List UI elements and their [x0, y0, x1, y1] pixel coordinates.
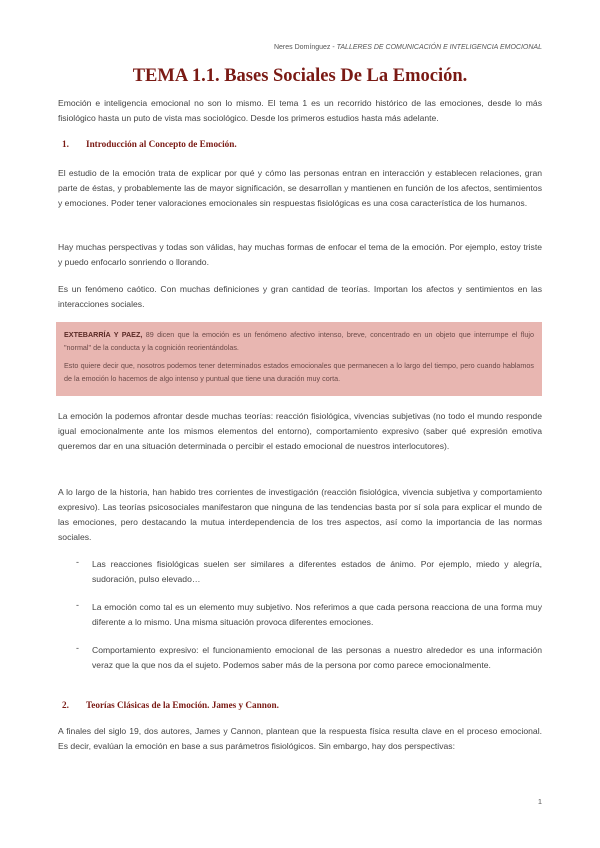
- intro-paragraph: Emoción e inteligencia emocional no son lo mismo. El tema 1 es un recorrido histórico de las emociones, desde lo más fisiológico hasta un puto de vista mas sociológico. Desde los primeros estudios hasta más adelante.: [58, 98, 542, 123]
- header-author: Neres Domínguez -: [273, 44, 337, 51]
- section-2-title: Teorías Clásicas de la Emoción. James y Cannon.: [86, 700, 279, 710]
- section-2-number: 2.: [62, 700, 69, 710]
- header-subject: TALLERES DE COMUNICACIÓN E INTELIGENCIA EMOCIONAL: [336, 44, 542, 51]
- paragraph: La emoción la podemos afrontar desde muchas teorías: reacción fisiológica, vivencias subjetivas (no todo el mundo responde igual emocionalmente ante los mismos elementos del entorno), comportamiento expresivo (saber qué expresión emotiva queremos dar en una situación determinada o percibir el estado emocional de nuestros interlocutores).: [58, 411, 542, 451]
- section-1-heading: [58, 139, 237, 149]
- callout-quote: 89 dicen que la emoción es un fenómeno afectivo intenso, breve, concentrado en un objeto que interrumpe el flujo "normal" de la conducta y la cognición reorientándolas.: [64, 330, 534, 352]
- callout-author: EXTEBARRÍA Y PAEZ,: [64, 330, 143, 339]
- callout-explanation: Esto quiere decir que, nosotros podemos tener determinados estados emocionales que permanecen a lo largo del tiempo, pero cuando hablamos de la emoción lo hacemos de algo intenso y puntual que tiene una duración muy corta.: [64, 361, 534, 383]
- list-item-text: Comportamiento expresivo: el funcionamiento emocional de las personas a nuestro alrededor es una información veraz que la que nos da el sujeto. Podemos saber más de la persona por como parece emocionalmente.: [92, 645, 542, 670]
- paragraph: El estudio de la emoción trata de explicar por qué y cómo las personas entran en interacción y establecen relaciones, gran parte de éstas, y probablemente las de mayor significación, se desarrollan y mantienen en función de los afectos, sentimientos y emociones. Poder tener valoraciones emocionales sin respuestas fisiológicas es una cosa característica de los humanos.: [58, 168, 542, 208]
- page-title: TEMA 1.1. Bases Sociales De La Emoción.: [132, 66, 468, 86]
- section-1-title: Introducción al Concepto de Emoción.: [86, 139, 237, 149]
- definition-callout: [56, 322, 542, 396]
- paragraph: Hay muchas perspectivas y todas son válidas, hay muchas formas de enfocar el tema de la emoción. Por ejemplo, estoy triste y puedo enfocarlo sonriendo o llorando.: [58, 242, 542, 267]
- list-item-text: La emoción como tal es un elemento muy subjetivo. Nos referimos a que cada persona reacciona de una forma muy diferente a lo mismo. Una misma situación provoca diferentes emociones.: [92, 602, 542, 627]
- section-2-heading: [58, 700, 279, 710]
- list-item-text: Las reacciones fisiológicas suelen ser similares a diferentes estados de ánimo. Por ejemplo, miedo y alegría, sudoración, pulso elevado…: [92, 559, 542, 584]
- list-marker: -: [76, 557, 79, 567]
- callout-definition: [64, 328, 534, 354]
- paragraph: Es un fenómeno caótico. Con muchas definiciones y gran cantidad de teorías. Importan los afectos y sentimientos en las interacciones sociales.: [58, 284, 542, 309]
- page-header: [274, 44, 542, 51]
- page-number: 1: [537, 797, 542, 806]
- section-1-number: 1.: [62, 139, 69, 149]
- list-marker: -: [76, 643, 79, 653]
- list-marker: -: [76, 600, 79, 610]
- closing-paragraph: A finales del siglo 19, dos autores, James y Cannon, plantean que la respuesta física resulta clave en el proceso emocional. Es decir, evalúan la emoción en base a sus parámetros fisiológicos. Sin embargo, hay dos perspectivas:: [58, 726, 542, 751]
- paragraph: A lo largo de la historia, han habido tres corrientes de investigación (reacción fisiológica, vivencia subjetiva y comportamiento expresivo). Las teorías psicosociales manifestaron que ninguna de las tendencias basta por sí sola para explicar el mundo de las emociones, pero destacando la mutua interdependencia de los tres aspectos, así como la importancia de las normas sociales.: [58, 487, 542, 542]
